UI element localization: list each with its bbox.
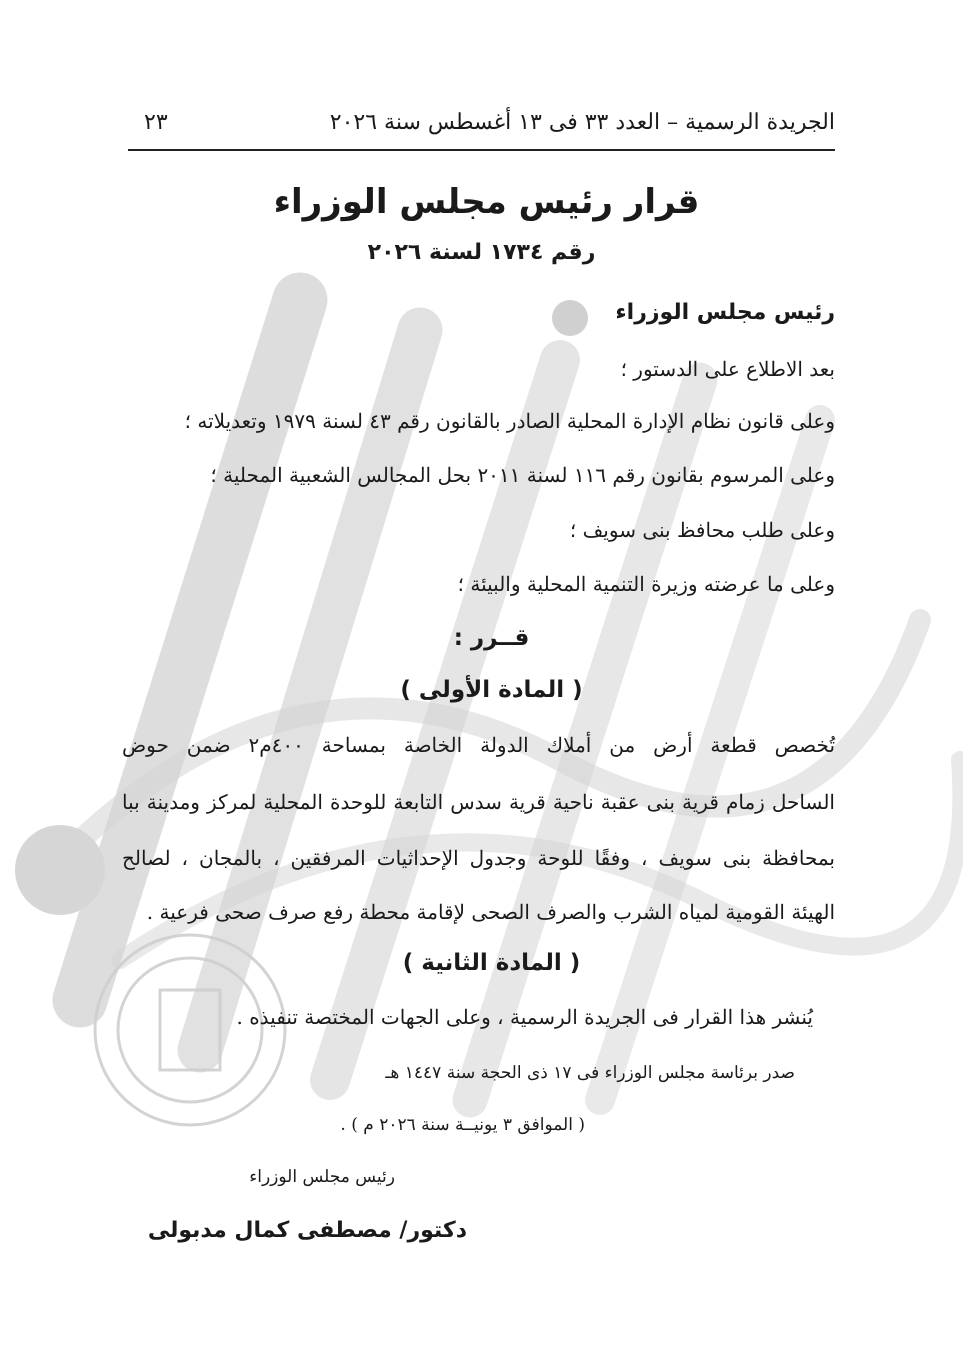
page-header [128, 110, 835, 140]
decree-title: قرار رئيس مجلس الوزراء [273, 182, 700, 222]
preamble-line: وعلى ما عرضته وزيرة التنمية المحلية والبيئة ؛ [457, 572, 835, 596]
preamble-line: وعلى المرسوم بقانون رقم ١١٦ لسنة ٢٠١١ بحل المجالس الشعبية المحلية ؛ [210, 463, 835, 487]
article-1-line: الهيئة القومية لمياه الشرب والصرف الصحى لإقامة محطة رفع صرف صحى فرعية . [146, 900, 835, 924]
header-divider [128, 149, 835, 151]
article-1-line: بمحافظة بنى سويف ، وفقًا للوحة وجدول الإحداثيات المرفقين ، بالمجان ، لصالح [122, 846, 835, 870]
issued-date-gregorian: ( الموافق ٣ يونيــة سنة ٢٠٢٦ م ) . [340, 1115, 585, 1135]
decided-heading: قــرر : [453, 625, 530, 651]
article-2-text: يُنشر هذا القرار فى الجريدة الرسمية ، وعلى الجهات المختصة تنفيذه . [236, 1005, 813, 1029]
article-1-line: الساحل زمام قرية بنى عقبة ناحية قرية سدس التابعة للوحدة المحلية لمركز ومدينة ببا [122, 790, 835, 814]
gazette-header-title: الجريدة الرسمية – العدد ٣٣ فى ١٣ أغسطس سنة ٢٠٢٦ [329, 110, 835, 135]
issued-date-hijri: صدر برئاسة مجلس الوزراء فى ١٧ ذى الحجة سنة ١٤٤٧ هـ [385, 1063, 795, 1083]
article-1-line: تُخصص قطعة أرض من أملاك الدولة الخاصة بمساحة ٤٠٠م٢ ضمن حوض [122, 733, 836, 757]
preamble-line: وعلى قانون نظام الإدارة المحلية الصادر بالقانون رقم ٤٣ لسنة ١٩٧٩ وتعديلاته ؛ [184, 409, 835, 433]
signature-name: دكتور/ مصطفى كمال مدبولى [147, 1218, 467, 1243]
signature-title: رئيس مجلس الوزراء [249, 1167, 395, 1187]
page-number: ٢٣ [144, 110, 168, 135]
decree-number: رقم ١٧٣٤ لسنة ٢٠٢٦ [367, 240, 596, 265]
article-1-heading: ( المادة الأولى ) [400, 677, 583, 703]
preamble-line: بعد الاطلاع على الدستور ؛ [620, 357, 835, 381]
article-2-heading: ( المادة الثانية ) [402, 950, 581, 976]
preamble-line: وعلى طلب محافظ بنى سويف ؛ [569, 518, 835, 542]
decree-issuer: رئيس مجلس الوزراء [615, 300, 835, 325]
